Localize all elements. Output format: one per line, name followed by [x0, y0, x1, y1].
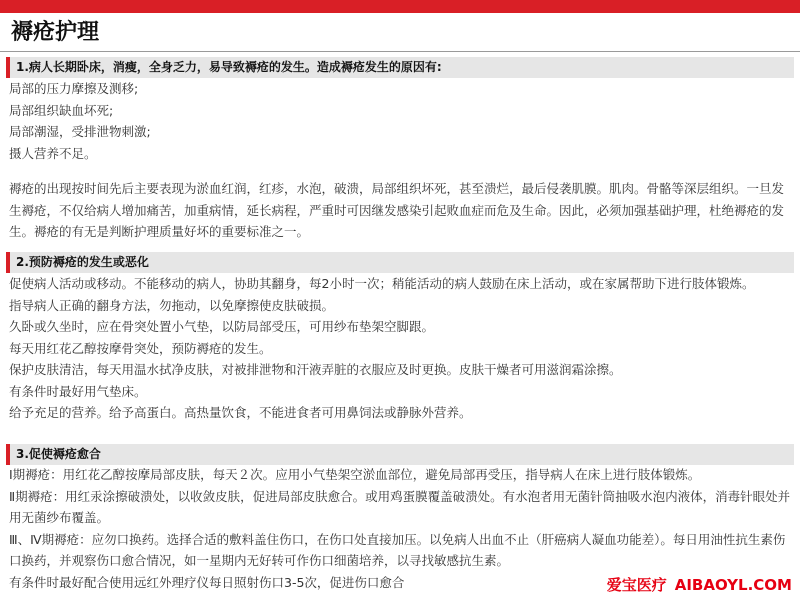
list-item: 每天用红花乙醇按摩骨突处，预防褥疮的发生。 [9, 340, 272, 356]
list-item: 局部潮湿，受排泄物刺激; [9, 124, 151, 139]
watermark-cn: 爱宝医疗 [606, 576, 667, 594]
section-heading-healing: 3.促使褥疮愈合 [6, 444, 794, 465]
section-body-prevention [9, 273, 791, 424]
list-item: 有条件时最好用气垫床。 [9, 383, 147, 399]
list-item: 有条件时最好配合使用远红外理疗仪每日照射伤口3-5次，促进伤口愈合 [9, 574, 405, 590]
list-item: 给予充足的营养。给予高蛋白。高热量饮食，不能进食者可用鼻饲法或静脉外营养。 [9, 405, 472, 420]
section-heading-causes: 1.病人长期卧床，消瘦，全身乏力，易导致褥疮的发生。造成褥疮发生的原因有: [6, 57, 794, 78]
list-item: 保护皮肤清洁，每天用温水拭净皮肤，对被排泄物和汗液弄脏的衣服应及时更换。皮肤干燥者可用滋润霜涂擦。 [9, 362, 622, 377]
list-item: 局部组织缺血坏死; [9, 102, 114, 118]
title-divider [0, 51, 800, 52]
list-item: 久卧或久坐时，应在骨突处置小气垫，以防局部受压，可用纱布垫架空脚跟。 [9, 319, 435, 334]
top-red-bar [0, 0, 800, 13]
section-body-causes [9, 78, 791, 243]
list-item: Ⅰ期褥疮：用红花乙醇按摩局部皮肤，每天２次。应用小气垫架空淤血部位，避免局部再受压，指导病人在床上进行肢体锻炼。 [9, 467, 701, 482]
description-paragraph: 褥疮的出现按时间先后主要表现为淤血红润，红疹，水泡，破溃，局部组织坏死，甚至溃烂，最后侵袭肌膜。肌肉。骨骼等深层组织。一旦发生褥疮，不仅给病人增加痛苦，加重病情，延长病程，严重时可因继发感染引起败血症而危及生命。因此，必须加强基础护理，杜绝褥疮的发生。褥疮的有无是判断护理质量好坏的重要标准之一。 [9, 181, 785, 239]
page-title: 褥疮护理 [11, 19, 100, 45]
section-heading-prevention: 2.预防褥疮的发生或恶化 [6, 252, 794, 273]
list-item: 促使病人活动或移动。不能移动的病人，协助其翻身，每2小时一次；稍能活动的病人鼓励在床上活动，或在家属帮助下进行肢体锻炼。 [9, 276, 755, 291]
list-item: 摄人营养不足。 [9, 145, 97, 161]
list-item: Ⅲ、Ⅳ期褥疮：应勿口换药。选择合适的敷料盖住伤口，在伤口处直接加压。以免病人出血不止（肝癌病人凝血功能差）。每日用油性抗生素伤口换药，并观察伤口愈合情况，如一星期内无好转可作伤口细菌培养，以寻找敏感抗生素。 [9, 531, 786, 568]
site-watermark [607, 574, 792, 595]
list-item: 指导病人正确的翻身方法，勿拖动，以免摩擦使皮肤破损。 [9, 297, 335, 313]
watermark-en: AIBAOYL.COM [674, 576, 792, 594]
list-item: 局部的压力摩擦及测移; [9, 81, 139, 96]
list-item: Ⅱ期褥疮：用红汞涂擦破溃处，以收敛皮肤，促进局部皮肤愈合。或用鸡蛋膜覆盖破溃处。有水泡者用无菌针筒抽吸水泡内液体，消毒针眼处并用无菌纱布覆盖。 [9, 488, 791, 525]
